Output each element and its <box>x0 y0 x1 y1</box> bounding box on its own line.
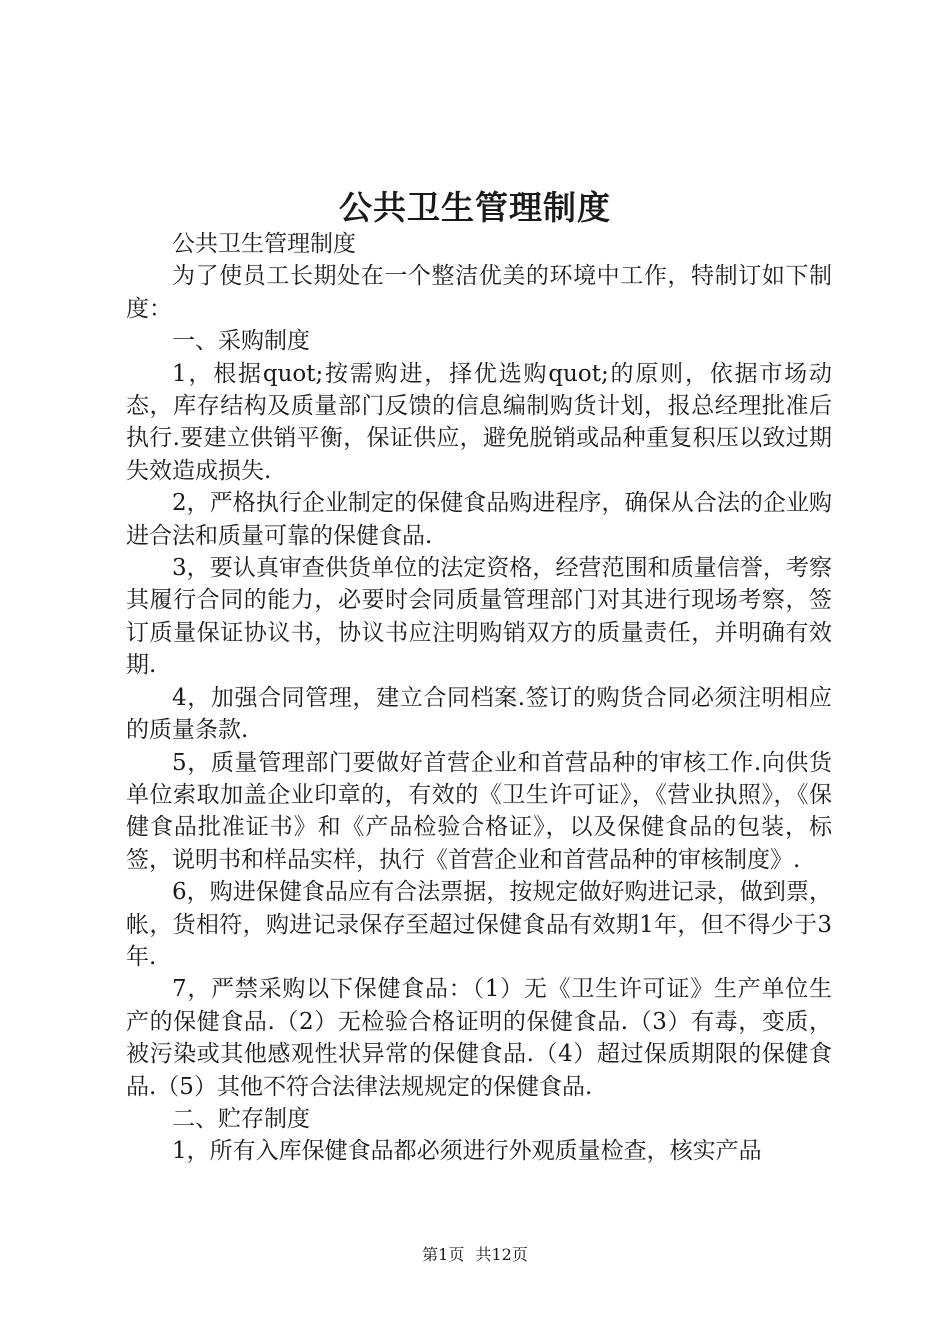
document-title: 公共卫生管理制度 <box>339 188 611 227</box>
paragraph: 为了使员工长期处在一个整洁优美的环境中工作，特制订如下制度： <box>126 263 832 322</box>
paragraph: 6，购进保健食品应有合法票据，按规定做好购进记录，做到票，帐，货相符，购进记录保存至超过保健食品有效期1年，但不得少于3年. <box>126 879 832 970</box>
paragraph: 3，要认真审查供货单位的法定资格，经营范围和质量信誉，考察其履行合同的能力，必要时会同质量管理部门对其进行现场考察，签订质量保证协议书，协议书应注明购销双方的质量责任，并明确有效期. <box>126 555 832 679</box>
page-footer <box>0 1244 950 1266</box>
paragraph: 1，所有入库保健食品都必须进行外观质量检查，核实产品 <box>172 1138 762 1165</box>
document-body <box>126 228 832 1168</box>
paragraph: 1，根据quot;按需购进，择优选购quot;的原则，依据市场动态，库存结构及质量部门反馈的信息编制购货计划，报总经理批准后执行.要建立供销平衡，保证供应，避免脱销或品种重复积压以致过期失效造成损失. <box>126 360 832 484</box>
paragraph: 公共卫生管理制度 <box>172 231 356 257</box>
paragraph: 4，加强合同管理，建立合同档案.签订的购货合同必须注明相应的质量条款. <box>126 684 832 744</box>
page-number: 第1页 <box>422 1245 465 1264</box>
paragraph: 5，质量管理部门要做好首营企业和首营品种的审核工作.向供货单位索取加盖企业印章的，有效的《卫生许可证》，《营业执照》，《保健食品批准证书》和《产品检验合格证》，以及保健食品的包装，标签，说明书和样品实样，执行《首营企业和首营品种的审核制度》. <box>126 749 832 873</box>
section-heading: 二、贮存制度 <box>172 1105 310 1132</box>
page-total: 共12页 <box>475 1245 528 1264</box>
paragraph: 2，严格执行企业制定的保健食品购进程序，确保从合法的企业购进合法和质量可靠的保健食品. <box>126 490 832 549</box>
section-heading: 一、采购制度 <box>172 328 310 355</box>
paragraph: 7，严禁采购以下保健食品：（1）无《卫生许可证》生产单位生产的保健食品.（2）无检验合格证明的保健食品.（3）有毒，变质，被污染或其他感观性状异常的保健食品.（4）超过保质期限的保健食品.（5）其他不符合法律法规规定的保健食品. <box>126 976 832 1100</box>
